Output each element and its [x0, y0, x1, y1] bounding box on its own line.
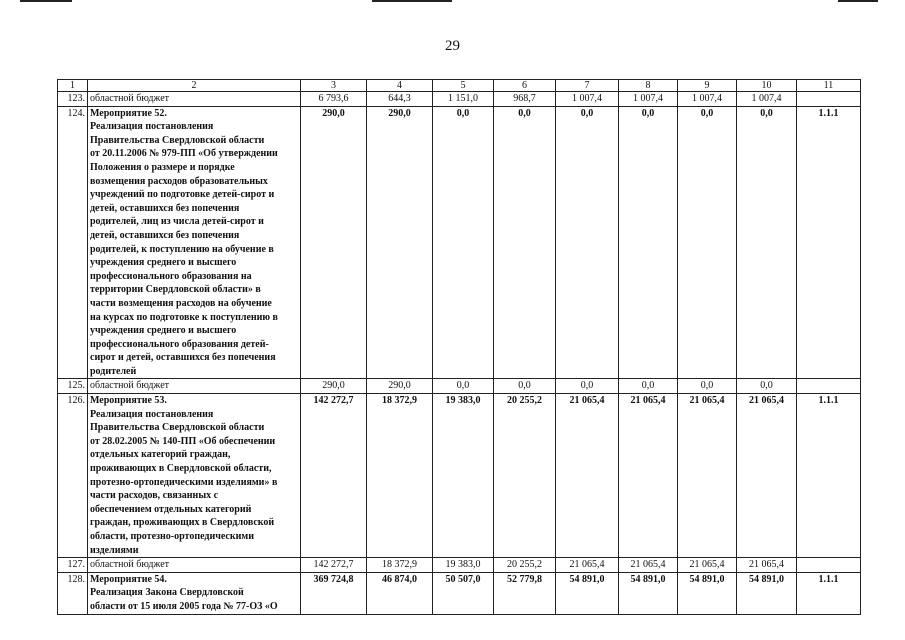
value-cell: 1 007,4	[678, 92, 737, 107]
budget-label: областной бюджет	[88, 379, 301, 394]
measure-description: Мероприятие 54. Реализация Закона Свердловской области от 15 июля 2005 года № 77-ОЗ «О	[88, 572, 301, 614]
budget-label: областной бюджет	[88, 558, 301, 573]
value-cell: 21 065,4	[556, 558, 619, 573]
value-cell: 54 891,0	[556, 572, 619, 614]
value-cell: 369 724,8	[301, 572, 367, 614]
measure-description: Мероприятие 53. Реализация постановления Правительства Свердловской области от 28.02.2005 № 140-ПП «Об обеспечении отдельных категорий граждан, проживающих в Свердловской области, протезно-ортопедическими изделиями» в части расходов, связанных с обеспечением отдельных категорий граждан, проживающих в Свердловской области, протезно-ортопедическими изделиями	[88, 394, 301, 558]
value-cell: 142 272,7	[301, 394, 367, 558]
value-cell: 0,0	[556, 379, 619, 394]
value-cell: 0,0	[494, 379, 556, 394]
column-number: 6	[494, 80, 556, 92]
value-cell: 52 779,8	[494, 572, 556, 614]
measure-row	[58, 106, 861, 379]
value-cell: 20 255,2	[494, 394, 556, 558]
value-cell: 290,0	[367, 106, 433, 379]
value-cell: 0,0	[433, 379, 494, 394]
row-number: 124.	[58, 106, 88, 379]
row-number: 123.	[58, 92, 88, 107]
value-cell: 21 065,4	[619, 394, 678, 558]
value-cell: 0,0	[737, 379, 797, 394]
row-number: 128.	[58, 572, 88, 614]
column-number: 2	[88, 80, 301, 92]
top-rule-center	[372, 0, 452, 2]
value-cell: 0,0	[737, 106, 797, 379]
value-cell: 21 065,4	[737, 558, 797, 573]
budget-table	[57, 79, 861, 615]
measure-description: Мероприятие 52. Реализация постановления Правительства Свердловской области от 20.11.2006 № 979-ПП «Об утверждении Положения о размере и порядке возмещения расходов образовательных учреждений по подготовке детей-сирот и детей, оставшихся без попечения родителей, лиц из числа детей-сирот и детей, оставшихся без попечения родителей, к поступлению на обучение в учреждения среднего и высшего профессионального образования на территории Свердловской области» в части возмещения расходов на обучение на курсах по подготовке к поступлению в учреждения среднего и высшего профессионального образования детей- сирот и детей, оставшихся без попечения родителей	[88, 106, 301, 379]
measure-row	[58, 572, 861, 614]
value-cell: 21 065,4	[678, 558, 737, 573]
top-rule-right	[838, 0, 878, 2]
value-cell: 0,0	[678, 379, 737, 394]
column-number: 10	[737, 80, 797, 92]
value-cell: 0,0	[433, 106, 494, 379]
budget-row	[58, 558, 861, 573]
budget-row	[58, 92, 861, 107]
value-cell: 21 065,4	[678, 394, 737, 558]
value-cell: 21 065,4	[556, 394, 619, 558]
value-cell: 1 151,0	[433, 92, 494, 107]
table-body	[58, 80, 861, 615]
top-rule-left	[20, 0, 72, 2]
target-code	[797, 92, 861, 107]
value-cell: 1 007,4	[737, 92, 797, 107]
value-cell: 290,0	[367, 379, 433, 394]
value-cell: 0,0	[494, 106, 556, 379]
row-number: 126.	[58, 394, 88, 558]
value-cell: 46 874,0	[367, 572, 433, 614]
column-number: 8	[619, 80, 678, 92]
value-cell: 644,3	[367, 92, 433, 107]
value-cell: 0,0	[619, 106, 678, 379]
value-cell: 6 793,6	[301, 92, 367, 107]
value-cell: 1 007,4	[556, 92, 619, 107]
budget-label: областной бюджет	[88, 92, 301, 107]
value-cell: 19 383,0	[433, 558, 494, 573]
value-cell: 0,0	[619, 379, 678, 394]
row-number: 125.	[58, 379, 88, 394]
value-cell: 21 065,4	[619, 558, 678, 573]
value-cell: 20 255,2	[494, 558, 556, 573]
column-number: 3	[301, 80, 367, 92]
measure-row	[58, 394, 861, 558]
value-cell: 290,0	[301, 379, 367, 394]
value-cell: 54 891,0	[619, 572, 678, 614]
value-cell: 54 891,0	[678, 572, 737, 614]
value-cell: 142 272,7	[301, 558, 367, 573]
target-code: 1.1.1	[797, 394, 861, 558]
target-code: 1.1.1	[797, 572, 861, 614]
column-number: 11	[797, 80, 861, 92]
column-number-row	[58, 80, 861, 92]
value-cell: 18 372,9	[367, 558, 433, 573]
value-cell: 18 372,9	[367, 394, 433, 558]
column-number: 7	[556, 80, 619, 92]
row-number: 127.	[58, 558, 88, 573]
value-cell: 50 507,0	[433, 572, 494, 614]
value-cell: 0,0	[556, 106, 619, 379]
value-cell: 968,7	[494, 92, 556, 107]
page-number: 29	[445, 38, 460, 54]
value-cell: 0,0	[678, 106, 737, 379]
column-number: 5	[433, 80, 494, 92]
column-number: 9	[678, 80, 737, 92]
column-number: 4	[367, 80, 433, 92]
value-cell: 290,0	[301, 106, 367, 379]
value-cell: 21 065,4	[737, 394, 797, 558]
target-code	[797, 558, 861, 573]
target-code: 1.1.1	[797, 106, 861, 379]
budget-row	[58, 379, 861, 394]
value-cell: 1 007,4	[619, 92, 678, 107]
target-code	[797, 379, 861, 394]
column-number: 1	[58, 80, 88, 92]
value-cell: 19 383,0	[433, 394, 494, 558]
value-cell: 54 891,0	[737, 572, 797, 614]
